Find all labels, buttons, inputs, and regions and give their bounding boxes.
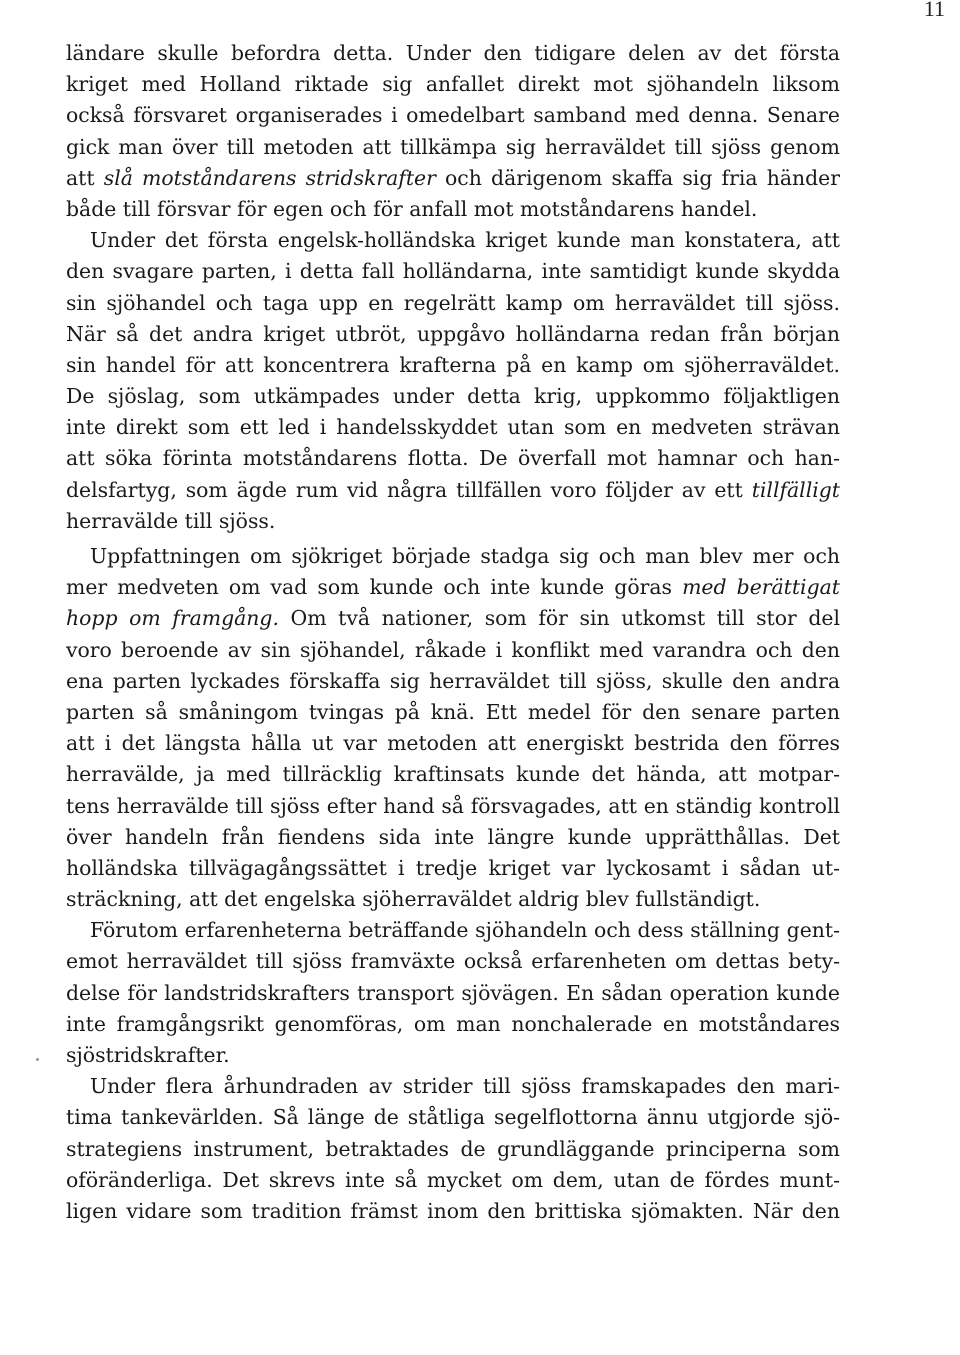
text-run: tima tankevärlden. Så länge de ståtliga segelflottorna ännu utgjorde sjö- xyxy=(66,1105,840,1130)
text-line xyxy=(66,225,840,256)
text-line xyxy=(66,194,840,225)
body-text xyxy=(66,38,840,1227)
text-line xyxy=(66,506,840,537)
text-line xyxy=(66,759,840,790)
text-run: inte direkt som ett led i handelsskyddet utan som en medveten strävan xyxy=(66,415,840,440)
text-line xyxy=(66,1196,840,1227)
margin-mark xyxy=(36,1058,39,1061)
text-run: sin handel för att koncentrera krafterna på en kamp om sjöherraväldet. xyxy=(66,352,840,377)
text-run: Under flera århundraden av strider till sjöss framskapades den mari- xyxy=(90,1074,840,1099)
text-run: kriget med Holland riktade sig anfallet direkt mot sjöhandeln liksom xyxy=(66,72,840,97)
text-run: sjöstridskrafter. xyxy=(66,1043,230,1067)
page-number: 11 xyxy=(923,0,945,21)
text-line xyxy=(66,132,840,163)
text-run: mer medveten om vad som kunde och inte kunde göras xyxy=(66,575,683,600)
text-line xyxy=(66,572,840,603)
text-line xyxy=(66,38,840,69)
text-run: tens herravälde till sjöss efter hand så försvagades, att en ständig kontroll xyxy=(66,793,840,818)
text-line xyxy=(66,443,840,474)
text-run: Under det första engelsk-holländska kriget kunde man konstatera, att xyxy=(90,228,840,253)
text-run: att i det längsta hålla ut var metoden att energiskt bestrida den förres xyxy=(66,731,840,756)
text-line xyxy=(66,822,840,853)
text-line xyxy=(66,256,840,287)
text-run: herravälde till sjöss. xyxy=(66,508,276,533)
text-run: När så det andra kriget utbröt, uppgåvo holländarna redan från början xyxy=(66,321,840,346)
text-run: holländska tillvägagångssättet i tredje kriget var lyckosamt i sådan ut- xyxy=(66,855,840,880)
text-run: Om två nationer, som för sin utkomst till stor del xyxy=(278,606,840,631)
text-run: De sjöslag, som utkämpades under detta krig, uppkommo följaktligen xyxy=(66,384,840,409)
text-run: voro beroende av sin sjöhandel, råkade i konflikt med varandra och den xyxy=(66,637,840,662)
text-line xyxy=(66,946,840,977)
text-line xyxy=(66,163,840,194)
text-run: inte framgångsrikt genomföras, om man nonchalerade en motståndares xyxy=(66,1011,840,1036)
text-line xyxy=(66,978,840,1009)
text-line xyxy=(66,475,840,506)
text-run: Uppfattningen om sjökriget började stadga sig och man blev mer och xyxy=(90,544,840,568)
text-line xyxy=(66,1165,840,1196)
text-line xyxy=(66,728,840,759)
text-run: sin sjöhandel och taga upp en regelrätt kamp om herraväldet till sjöss. xyxy=(66,290,840,315)
text-run: delse för landstridskrafters transport sjövägen. En sådan operation kunde xyxy=(66,980,840,1005)
text-line xyxy=(66,1134,840,1165)
text-run: den svagare parten, i detta fall holländarna, inte samtidigt kunde skydda xyxy=(66,259,840,284)
text-line xyxy=(66,666,840,697)
text-line xyxy=(66,319,840,350)
italic-text: tillfälligt xyxy=(751,477,840,502)
text-run: emot herraväldet till sjöss framväxte också erfarenheten om dettas bety- xyxy=(66,949,840,974)
text-line xyxy=(66,884,840,915)
italic-text: med berättigat xyxy=(682,575,840,600)
text-run: herravälde, ja med tillräcklig kraftinsats kunde det hända, att motpar- xyxy=(66,762,840,787)
text-line xyxy=(66,288,840,319)
text-line xyxy=(66,100,840,131)
text-line xyxy=(66,1009,840,1040)
text-run: Förutom erfarenheterna beträffande sjöhandeln och dess ställning gent- xyxy=(90,918,840,943)
italic-text: slå motståndarens stridskrafter xyxy=(103,165,436,190)
text-line xyxy=(66,1102,840,1133)
text-line xyxy=(66,791,840,822)
text-run: ligen vidare som tradition främst inom den brittiska sjömakten. När den xyxy=(66,1198,840,1223)
text-run: sträckning, att det engelska sjöherraväldet aldrig blev fullständigt. xyxy=(66,887,761,912)
text-line xyxy=(66,853,840,884)
text-line xyxy=(66,350,840,381)
text-run: delsfartyg, som ägde rum vid några tillfällen voro följder av ett xyxy=(66,477,752,502)
text-run: både till försvar för egen och för anfall mot motståndarens handel. xyxy=(66,196,758,221)
text-line xyxy=(66,541,840,572)
text-line xyxy=(66,412,840,443)
text-line xyxy=(66,697,840,728)
text-line xyxy=(66,1040,840,1071)
text-run: oföränderliga. Det skrevs inte så mycket om dem, utan de fördes munt- xyxy=(66,1167,840,1192)
text-run: och därigenom skaffa sig fria händer xyxy=(435,165,840,190)
text-line xyxy=(66,1071,840,1102)
italic-text: hopp om framgång. xyxy=(66,606,279,631)
text-run: att xyxy=(66,165,104,190)
text-line xyxy=(66,69,840,100)
text-line xyxy=(66,381,840,412)
text-run: parten så småningom tvingas på knä. Ett medel för den senare parten xyxy=(66,699,840,724)
text-run: också försvaret organiserades i omedelbart samband med denna. Senare xyxy=(66,103,840,128)
text-run: strategiens instrument, betraktades de grundläggande principerna som xyxy=(66,1136,840,1161)
text-run: ländare skulle befordra detta. Under den tidigare delen av det första xyxy=(66,41,840,65)
text-run: över handeln från fiendens sida inte längre kunde upprätthållas. Det xyxy=(66,824,840,849)
text-line xyxy=(66,915,840,946)
text-run: ena parten lyckades förskaffa sig herraväldet till sjöss, skulle den andra xyxy=(66,668,840,693)
text-run: gick man över till metoden att tillkämpa sig herraväldet till sjöss genom xyxy=(66,134,840,159)
text-line xyxy=(66,603,840,634)
text-line xyxy=(66,635,840,666)
text-run: att söka förinta motståndarens flotta. De överfall mot hamnar och han- xyxy=(66,446,840,471)
